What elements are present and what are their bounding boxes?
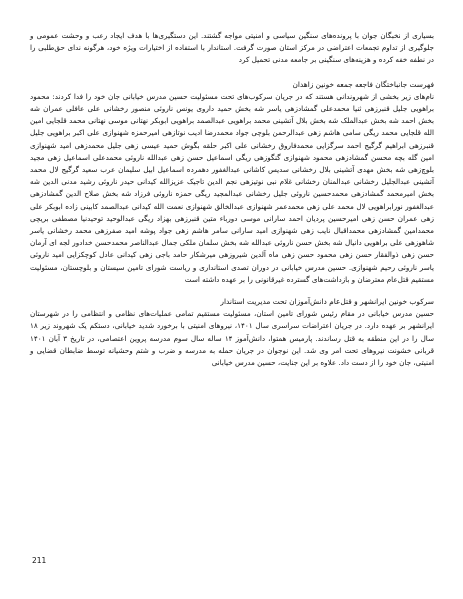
spacer: [30, 286, 434, 296]
section-heading-victims: فهرست جانباختگان فاجعه جمعه خونین زاهدان: [292, 79, 434, 89]
iranshahr-paragraph: حسین مدرس خیابانی در مقام رئیس شورای تامین استان، مسئولیت مستقیم تمامی عملیات‌های نظامی و انتظامی را در شهرستان ایرانشهر بر عهده دارد. در جریان اعتراضات سراسری سال ۱۴۰۱، نیروهای امنیتی با برخورد شدید خیابانی، دستکم یک شهروند زیر ۱۸ سال را در این منطقه به قتل رساندند. پارمیس همتوا، دانش‌آموز ۱۴ ساله سال سوم مدرسه پروین اعتصامی، در تاریخ ۳ آبان ۱۴۰۱ قربانی خشونت نیروهای تحت امر وی شد. این نوجوان در جریان حمله به مدرسه و ضرب و شتم وحشیانه توسط ضابطان قضایی و امنیتی، جان خود را از دست داد. علاوه بر این جنایت، حسین مدرس خیابانی: [30, 309, 435, 368]
victims-paragraph: نام‌های زیر بخشی از شهروندانی هستند که در جریان سرکوب‌های تحت مسئولیت حسین مدرس خیابانی جان خود را فدا کردند: محمود براهویی جلیل قنبرزهی ثنیا محمدعلی گمشادزهی یاسر شه بخش حمید داروی یونس ناروئی منصور رخشانی علی عافلی عمران شه بخش احمد شه بخش عبدالملک شه بخش بلال آتشینی محمد براهویی عبدالصمد براهویی ابوبکر نهتانی موسی نهتانی محمد قلجایی امین الله قلجایی محمد ریگی سامی هاشم زهی عبدالرحمن بلوچی جواد محمدرضا ادیب نوتازهی امیرحمزه شهنوازی علی اکبر براهویی جلیل قنبرزهی ابراهیم گرگیج احمد سرگزایی محمدفاروق رخشانی علی اکبر حلقه بگوش حمید عیسی زهی جلیل محمدزهی امید شهنوازی امین گله بچه محسن گمشادزهی محمود شهنوازی گنگوزهی ریگی اسماعیل حسن زهی عبدالله ناروئی محمدعلی اسماعیل زهی مجید بلوچ‌زهی شه بخش مهدی آتشینی بلال رخشانی سدیس کاشانی عبدالغفور دهمرده اسماعیل ابیل سلیمان عرب سعید گرگیج لال محمد آتشینی عبدالجلیل رخشانی عبدالمنان رخشانی غلام نبی نوتیزهی نجم الدین تاجیک عزیزالله کیدانی حیدر ناروئی رشید مدنی الدین شه بخش امیرمحمد گمشادزهی محمدحسین ناروئی جلیل رخشانی عبدالمجید ریگی حمزه ناروئی فرزاد شه بخش صلاح الدین گمشادزهی عبدالغفور نورابراهویی لال محمد علی زهی محمدعمر شهنوازی عبدالخالق شهنوازی نعمت الله کیدانی عبدالصمد کابینی زاده ابوبکر علی زهی عمران حسن زهی امیرحسین پردیان احمد سارانی موسی دورباء متین قنبرزهی بهزاد ریگی عبدالوحید توحیدنیا مصطفی بریچی محمدامین گمشادزهی محمداقبال نایب زهی شهنوازی امید سارانی سامر هاشم زهی جواد پوشه امید صفرزهی محمد رخشانی یاسر شاهوزهی علی براهویی دانیال شه بخش حسن ناروئی عبدالله شه بخش سلمان ملکی جمال عبدالناصر محمدحسن خدادور لجه ای آرمان حسن زهی ذوالفقار حسن زهی محمود حسن زهی ماه آلدین شیروزهی میرشکار حامد باجی زهی کیدانی عادل کوچکزایی امید ناروئی یاسر ناروئی رحیم شهنوازی. حسین مدرس خیابانی در دوران تصدی استانداری و ریاست شورای تامین سیستان و بلوچستان، مسئولیت مستقیم قتل‌عام معترضان و بازداشت‌های گسترده غیرقانونی را بر عهده داشته است: [30, 91, 434, 284]
page-number: 211: [32, 556, 47, 565]
section-heading-iranshahr: سرکوب خونین ایرانشهر و قتل‌عام دانش‌آموزان تحت مدیریت استاندار: [220, 297, 434, 307]
spacer: [30, 67, 434, 79]
intro-paragraph: بسیاری از نخبگان جوان با پرونده‌های سنگین سیاسی و امنیتی مواجه گشتند. این دستگیری‌ها با هدف ایجاد رعب و وحشت عمومی و جلوگیری از تداوم تجمعات اعتراضی در مرکز استان صورت گرفت. استاندار با استفاده از اختیارات ویژه خود، هرگونه ندای حق‌طلبی را در نطفه خفه کرده و هزینه‌های سنگینی بر جامعه مدنی تحمیل کرد: [30, 31, 434, 65]
document-page: [30, 30, 434, 369]
